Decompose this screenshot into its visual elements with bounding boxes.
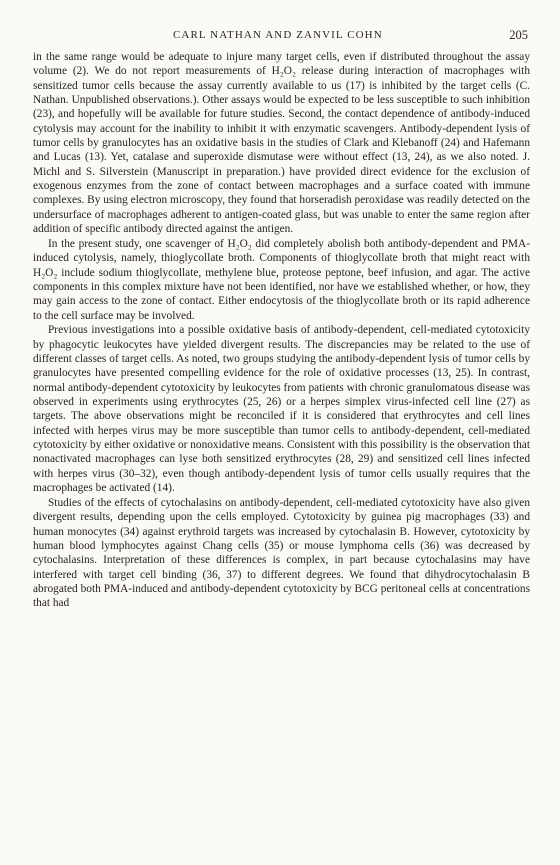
paragraph-continued: in the same range would be adequate to injure many target cells, even if distributed throughout the assay volume (2). We do not report measurements of H₂O₂ release during interaction of macrophages with sensitized tumor cells because the assay currently available to us (17) is inhibited by the target cells (C. Nathan. Unpublished observations.). Other assays would be expected to be less susceptible to such inhibition (23), and hopefully will be available for future studies. Second, the contact dependence of antibody-induced cytolysis may account for the inability to inhibit it with enzymatic scavengers. Antibody-dependent lysis of tumor cells by granulocytes has an oxidative basis in the studies of Clark and Klebanoff (24) and Hafemann and Lucas (13). Yet, catalase and superoxide dismutase were without effect (13, 24), as we also noted. J. Michl and S. Silverstein (Manuscript in preparation.) have provided direct evidence for the exclusion of exogenous enzymes from the zone of contact between macrophages and a surface coated with immune complexes. By using electron microscopy, they found that horseradish peroxidase was readily detected on the undersurface of macrophages adherent to antigen-coated glass, but was unable to enter the same region after addition of specific antibody directed against the antigen. (33, 51, 530, 236)
body-text (33, 50, 530, 611)
paragraph-previous-investigations: Previous investigations into a possible oxidative basis of antibody-dependent, cell-mediated cytotoxicity by phagocytic leukocytes have yielded divergent results. The discrepancies may be related to the use of different classes of target cells. As noted, two groups studying the antibody-dependent lysis of tumor cells by granulocytes have presented compelling evidence for the role of oxidative processes (13, 25). In contrast, normal antibody-dependent cytotoxicity by leukocytes from patients with chronic granulomatous disease was observed in experiments using erythrocytes (25, 26) or a herpes simplex virus-infected cell line (27) as targets. The above observations might be reconciled if it is considered that erythrocytes and cell lines infected with herpes virus may be more susceptible than tumor cells to antibody-dependent, cell-mediated cytotoxicity by either oxidative or nonoxidative means. Consistent with this possibility is the observation that nonactivated macrophages can lyse both sensitized erythrocytes (28, 29) and sensitized cell lines infected with herpes virus (30–32), even though antibody-dependent lysis of tumor cells usually requires that the macrophages be activated (14). (33, 324, 530, 495)
running-head (0, 29, 560, 47)
running-title: CARL NATHAN AND ZANVIL COHN (173, 29, 383, 41)
page-number: 205 (509, 28, 528, 42)
paragraph-thioglycollate: In the present study, one scavenger of H₂O₂ did completely abolish both antibody-dependent and PMA-induced cytolysis, namely, thioglycollate broth. Components of thioglycollate broth that might react with H₂O₂ include sodium thioglycollate, methylene blue, proteose peptone, beef infusion, and agar. The active components in this complex mixture have not been identified, nor have we established whether, or how, they may gain access to the zone of contact. Either endocytosis of the thioglycollate broth or its rapid adherence to the cell surface may be involved. (33, 237, 530, 322)
paragraph-cytochalasins: Studies of the effects of cytochalasins on antibody-dependent, cell-mediated cytotoxicity have also given divergent results, depending upon the cells employed. Cytotoxicity by guinea pig macrophages (33) and human monocytes (34) against erythroid targets was increased by cytochalasin B. However, cytotoxicity by human blood lymphocytes against Chang cells (35) or mouse lymphoma cells (36) was decreased by cytochalasins. Interpretation of these differences is complex, in part because cytochalasins may have interfered with target cell binding (36, 37) to different degrees. We found that dihydrocytochalasin B abrogated both PMA-induced and antibody-dependent cytotoxicity by BCG peritoneal cells at concentrations that had (33, 496, 530, 610)
